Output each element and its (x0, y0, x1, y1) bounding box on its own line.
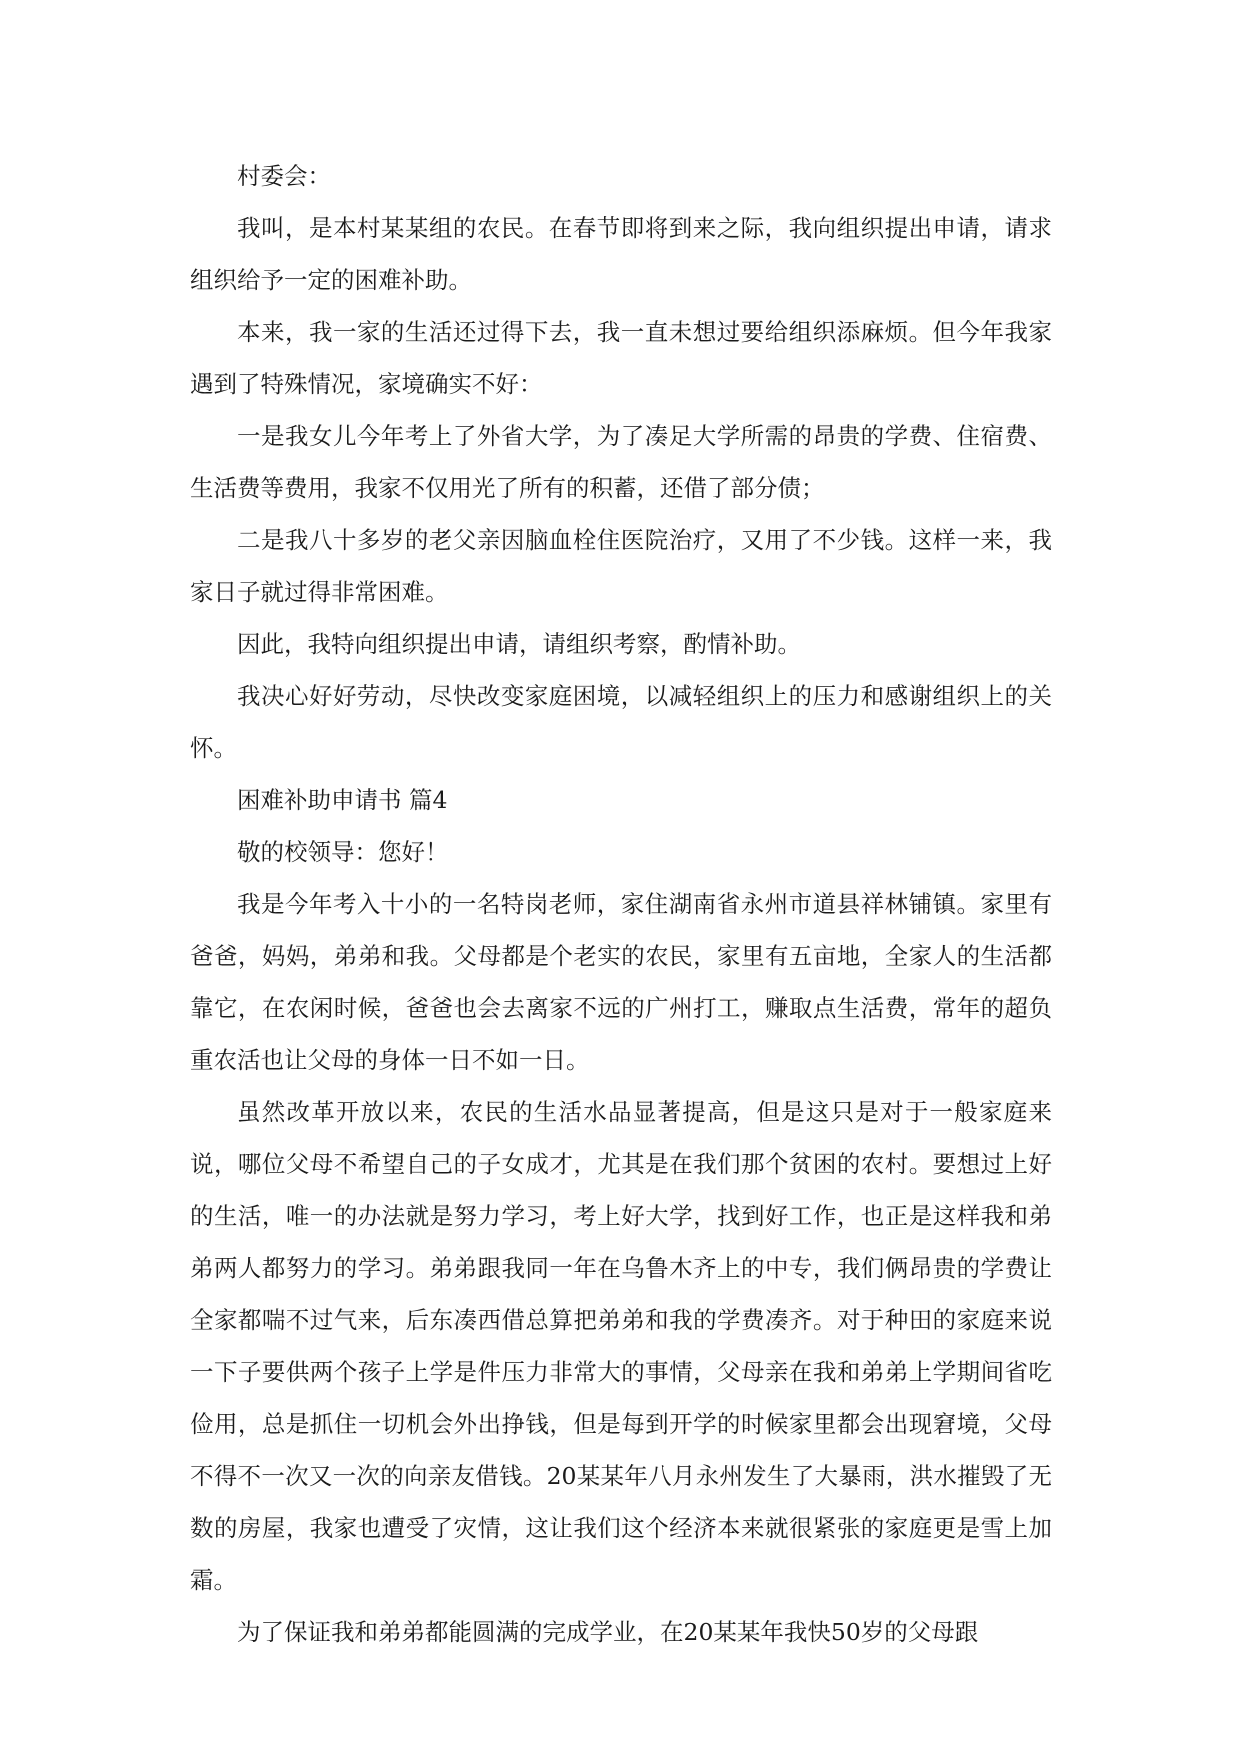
paragraph: 虽然改革开放以来，农民的生活水品显著提高，但是这只是对于一般家庭来说，哪位父母不希望自己的子女成才，尤其是在我们那个贫困的农村。要想过上好的生活，唯一的办法就是努力学习，考上好大学，找到好工作，也正是这样我和弟弟两人都努力的学习。弟弟跟我同一年在乌鲁木齐上的中专，我们俩昂贵的学费让全家都喘不过气来，后东凑西借总算把弟弟和我的学费凑齐。对于种田的家庭来说一下子要供两个孩子上学是件压力非常大的事情，父母亲在我和弟弟上学期间省吃俭用，总是抓住一切机会外出挣钱，但是每到开学的时候家里都会出现窘境，父母不得不一次又一次的向亲友借钱。20某某年八月永州发生了大暴雨，洪水摧毁了无数的房屋，我家也遭受了灾情，这让我们这个经济本来就很紧张的家庭更是雪上加霜。 (190, 1098, 1052, 1594)
paragraph: 二是我八十多岁的老父亲因脑血栓住医院治疗，又用了不少钱。这样一来，我家日子就过得非常困难。 (190, 526, 1052, 606)
paragraph: 一是我女儿今年考上了外省大学，为了凑足大学所需的昂贵的学费、住宿费、生活费等费用，我家不仅用光了所有的积蓄，还借了部分债； (190, 422, 1052, 502)
paragraph: 我叫，是本村某某组的农民。在春节即将到来之际，我向组织提出申请，请求组织给予一定的困难补助。 (190, 214, 1052, 294)
paragraph: 本来，我一家的生活还过得下去，我一直未想过要给组织添麻烦。但今年我家遇到了特殊情况，家境确实不好： (190, 318, 1052, 398)
paragraph: 我是今年考入十小的一名特岗老师，家住湖南省永州市道县祥林铺镇。家里有爸爸，妈妈，弟弟和我。父母都是个老实的农民，家里有五亩地，全家人的生活都靠它，在农闲时候，爸爸也会去离家不远的广州打工，赚取点生活费，常年的超负重农活也让父母的身体一日不如一日。 (190, 890, 1052, 1074)
paragraph: 我决心好好劳动，尽快改变家庭困境，以减轻组织上的压力和感谢组织上的关怀。 (190, 682, 1052, 762)
salutation: 村委会： (237, 162, 331, 190)
document-body (190, 150, 1052, 1658)
section-heading: 困难补助申请书 篇4 (237, 786, 448, 814)
paragraph: 因此，我特向组织提出申请，请组织考察，酌情补助。 (237, 630, 801, 658)
paragraph: 为了保证我和弟弟都能圆满的完成学业，在20某某年我快50岁的父母跟 (237, 1618, 979, 1646)
salutation: 敬的校领导：您好！ (237, 838, 449, 866)
